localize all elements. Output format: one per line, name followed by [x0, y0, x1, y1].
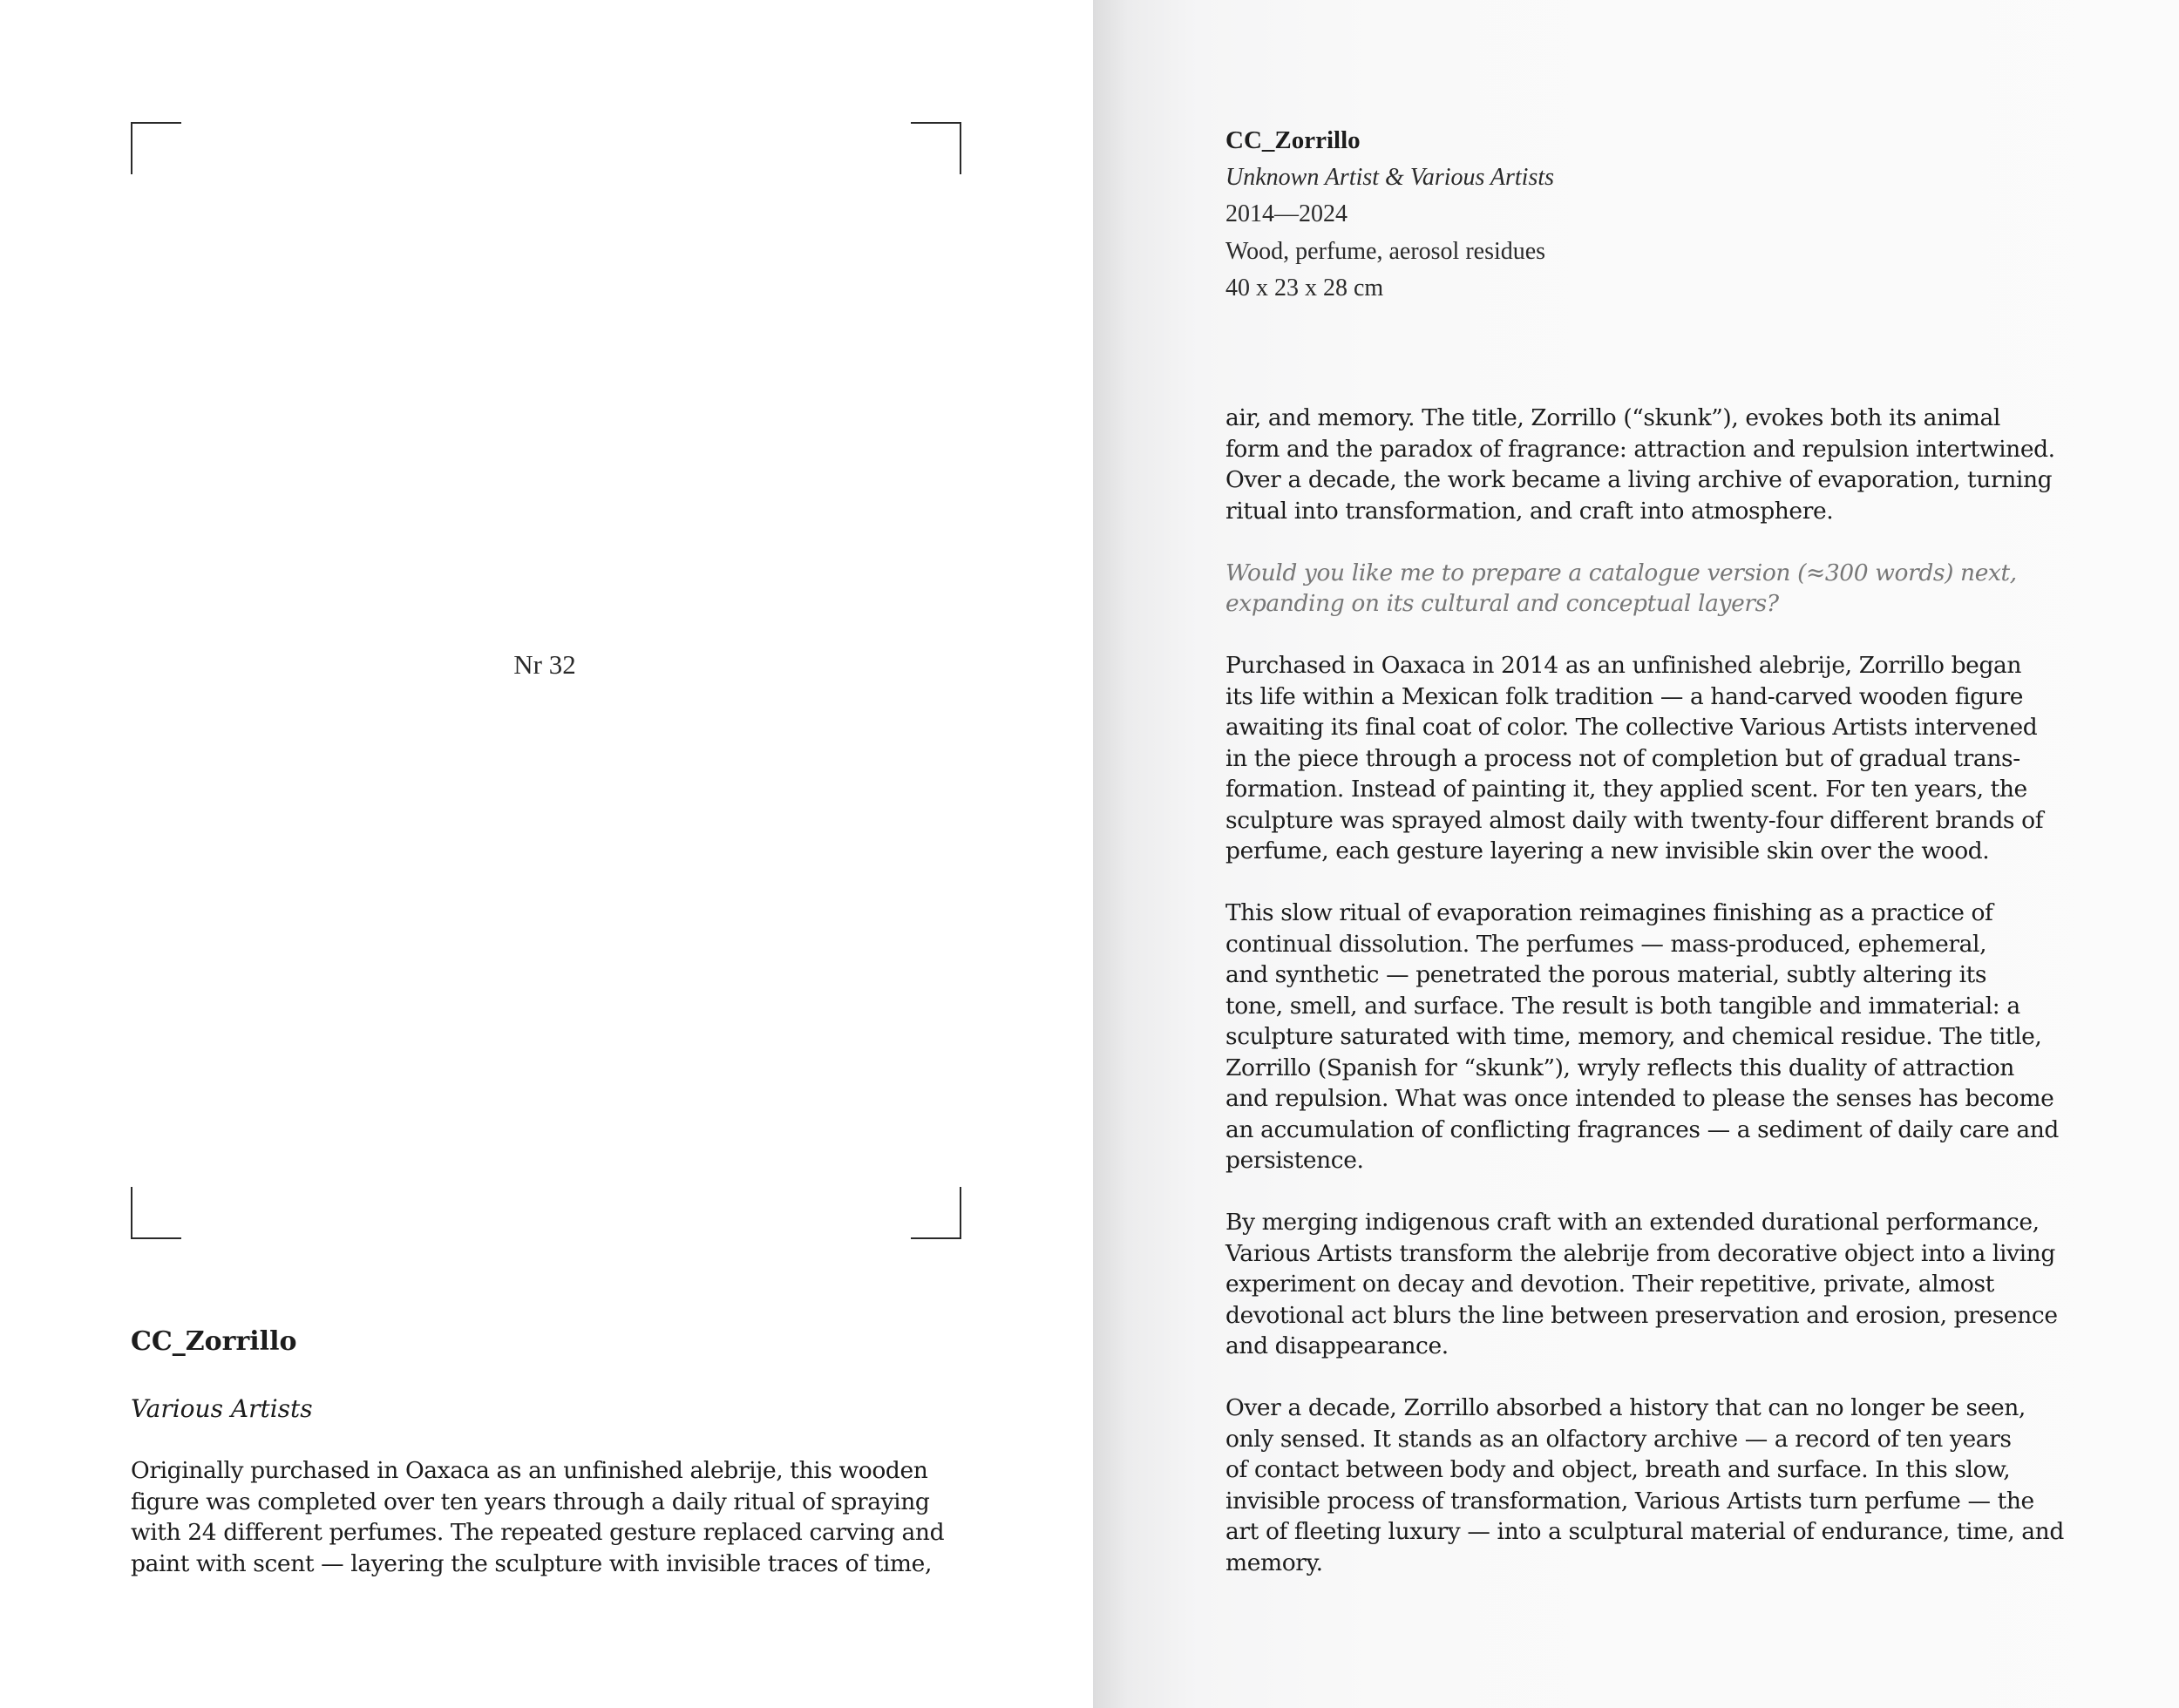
caption-artist: Various Artists [131, 1394, 313, 1423]
crop-mark-bottom-right [911, 1187, 961, 1239]
essay-text [1225, 403, 2080, 1610]
crop-mark-bottom-left [131, 1187, 181, 1239]
left-caption [131, 1325, 967, 1579]
artwork-years: 2014—2024 [1225, 200, 1347, 227]
artwork-artists: Unknown Artist & Various Artists [1225, 163, 1555, 191]
essay-paragraph-1: Purchased in Oaxaca in 2014 as an unfinished alebrije, Zorrillo began its life within a Mexican folk tradition — a hand-carved wooden figure awaiting its final coat of color. The collective Various Artists intervened in the piece through a process not of completion but of gradual trans- formation. Instead of painting it, they applied scent. For ten years, the sculpture was sprayed almost daily with twenty-four different brands of perfume, each gesture layering a new invisible skin over the wood. [1225, 652, 2044, 864]
essay-paragraph-4: Over a decade, Zorrillo absorbed a history that can no longer be seen, only sensed. It stands as an olfactory archive — a record of ten years of contact between body and object, breath and surface. In this slow, invisible process of transformation, Various Artists turn perfume — the art of fleeting luxury — into a sculptural material of endurance, time, and memory. [1225, 1394, 2064, 1576]
artwork-materials: Wood, perfume, aerosol residues [1225, 237, 1546, 265]
essay-continuation: air, and memory. The title, Zorrillo (“skunk”), evokes both its animal form and the paradox of fragrance: attraction and repulsion intertwined. Over a decade, the work became a living archive of evaporation, turning ritual into transformation, and craft into atmosphere. [1225, 404, 2055, 525]
essay-prompt: Would you like me to prepare a catalogue version (≈300 words) next, expanding on its cultural and conceptual layers? [1225, 559, 2017, 617]
catalog-number: Nr 32 [513, 649, 576, 680]
crop-mark-top-right [911, 122, 961, 174]
caption-body: Originally purchased in Oaxaca as an unfinished alebrije, this wooden figure was completed over ten years through a daily ritual of spraying with 24 different perfumes. The repeated gesture replaced carving and paint with scent — layering the sculpture with invisible traces of time, [131, 1457, 945, 1577]
artwork-title: CC_Zorrillo [1225, 126, 1361, 154]
crop-mark-top-left [131, 122, 181, 174]
caption-title: CC_Zorrillo [131, 1326, 297, 1357]
essay-paragraph-3: By merging indigenous craft with an extended durational performance, Various Artists transform the alebrije from decorative object into a living experiment on decay and devotion. Their repetitive, private, almost devotional act blurs the line between preservation and erosion, presence and disappearance. [1225, 1209, 2058, 1359]
artwork-dimensions: 40 x 23 x 28 cm [1225, 274, 1384, 302]
essay-paragraph-2: This slow ritual of evaporation reimagines finishing as a practice of continual dissolution. The perfumes — mass-produced, ephemeral, and synthetic — penetrated the porous material, subtly altering its tone, smell, and surface. The result is both tangible and immaterial: a sculpture saturated with time, memory, and chemical residue. The title, Zorrillo (Spanish for “skunk”), wryly reflects this duality of attraction and repulsion. What was once intended to please the senses has become an accumulation of conflicting fragrances — a sediment of daily care and persistence. [1225, 899, 2059, 1174]
artwork-metadata [1225, 122, 1836, 308]
